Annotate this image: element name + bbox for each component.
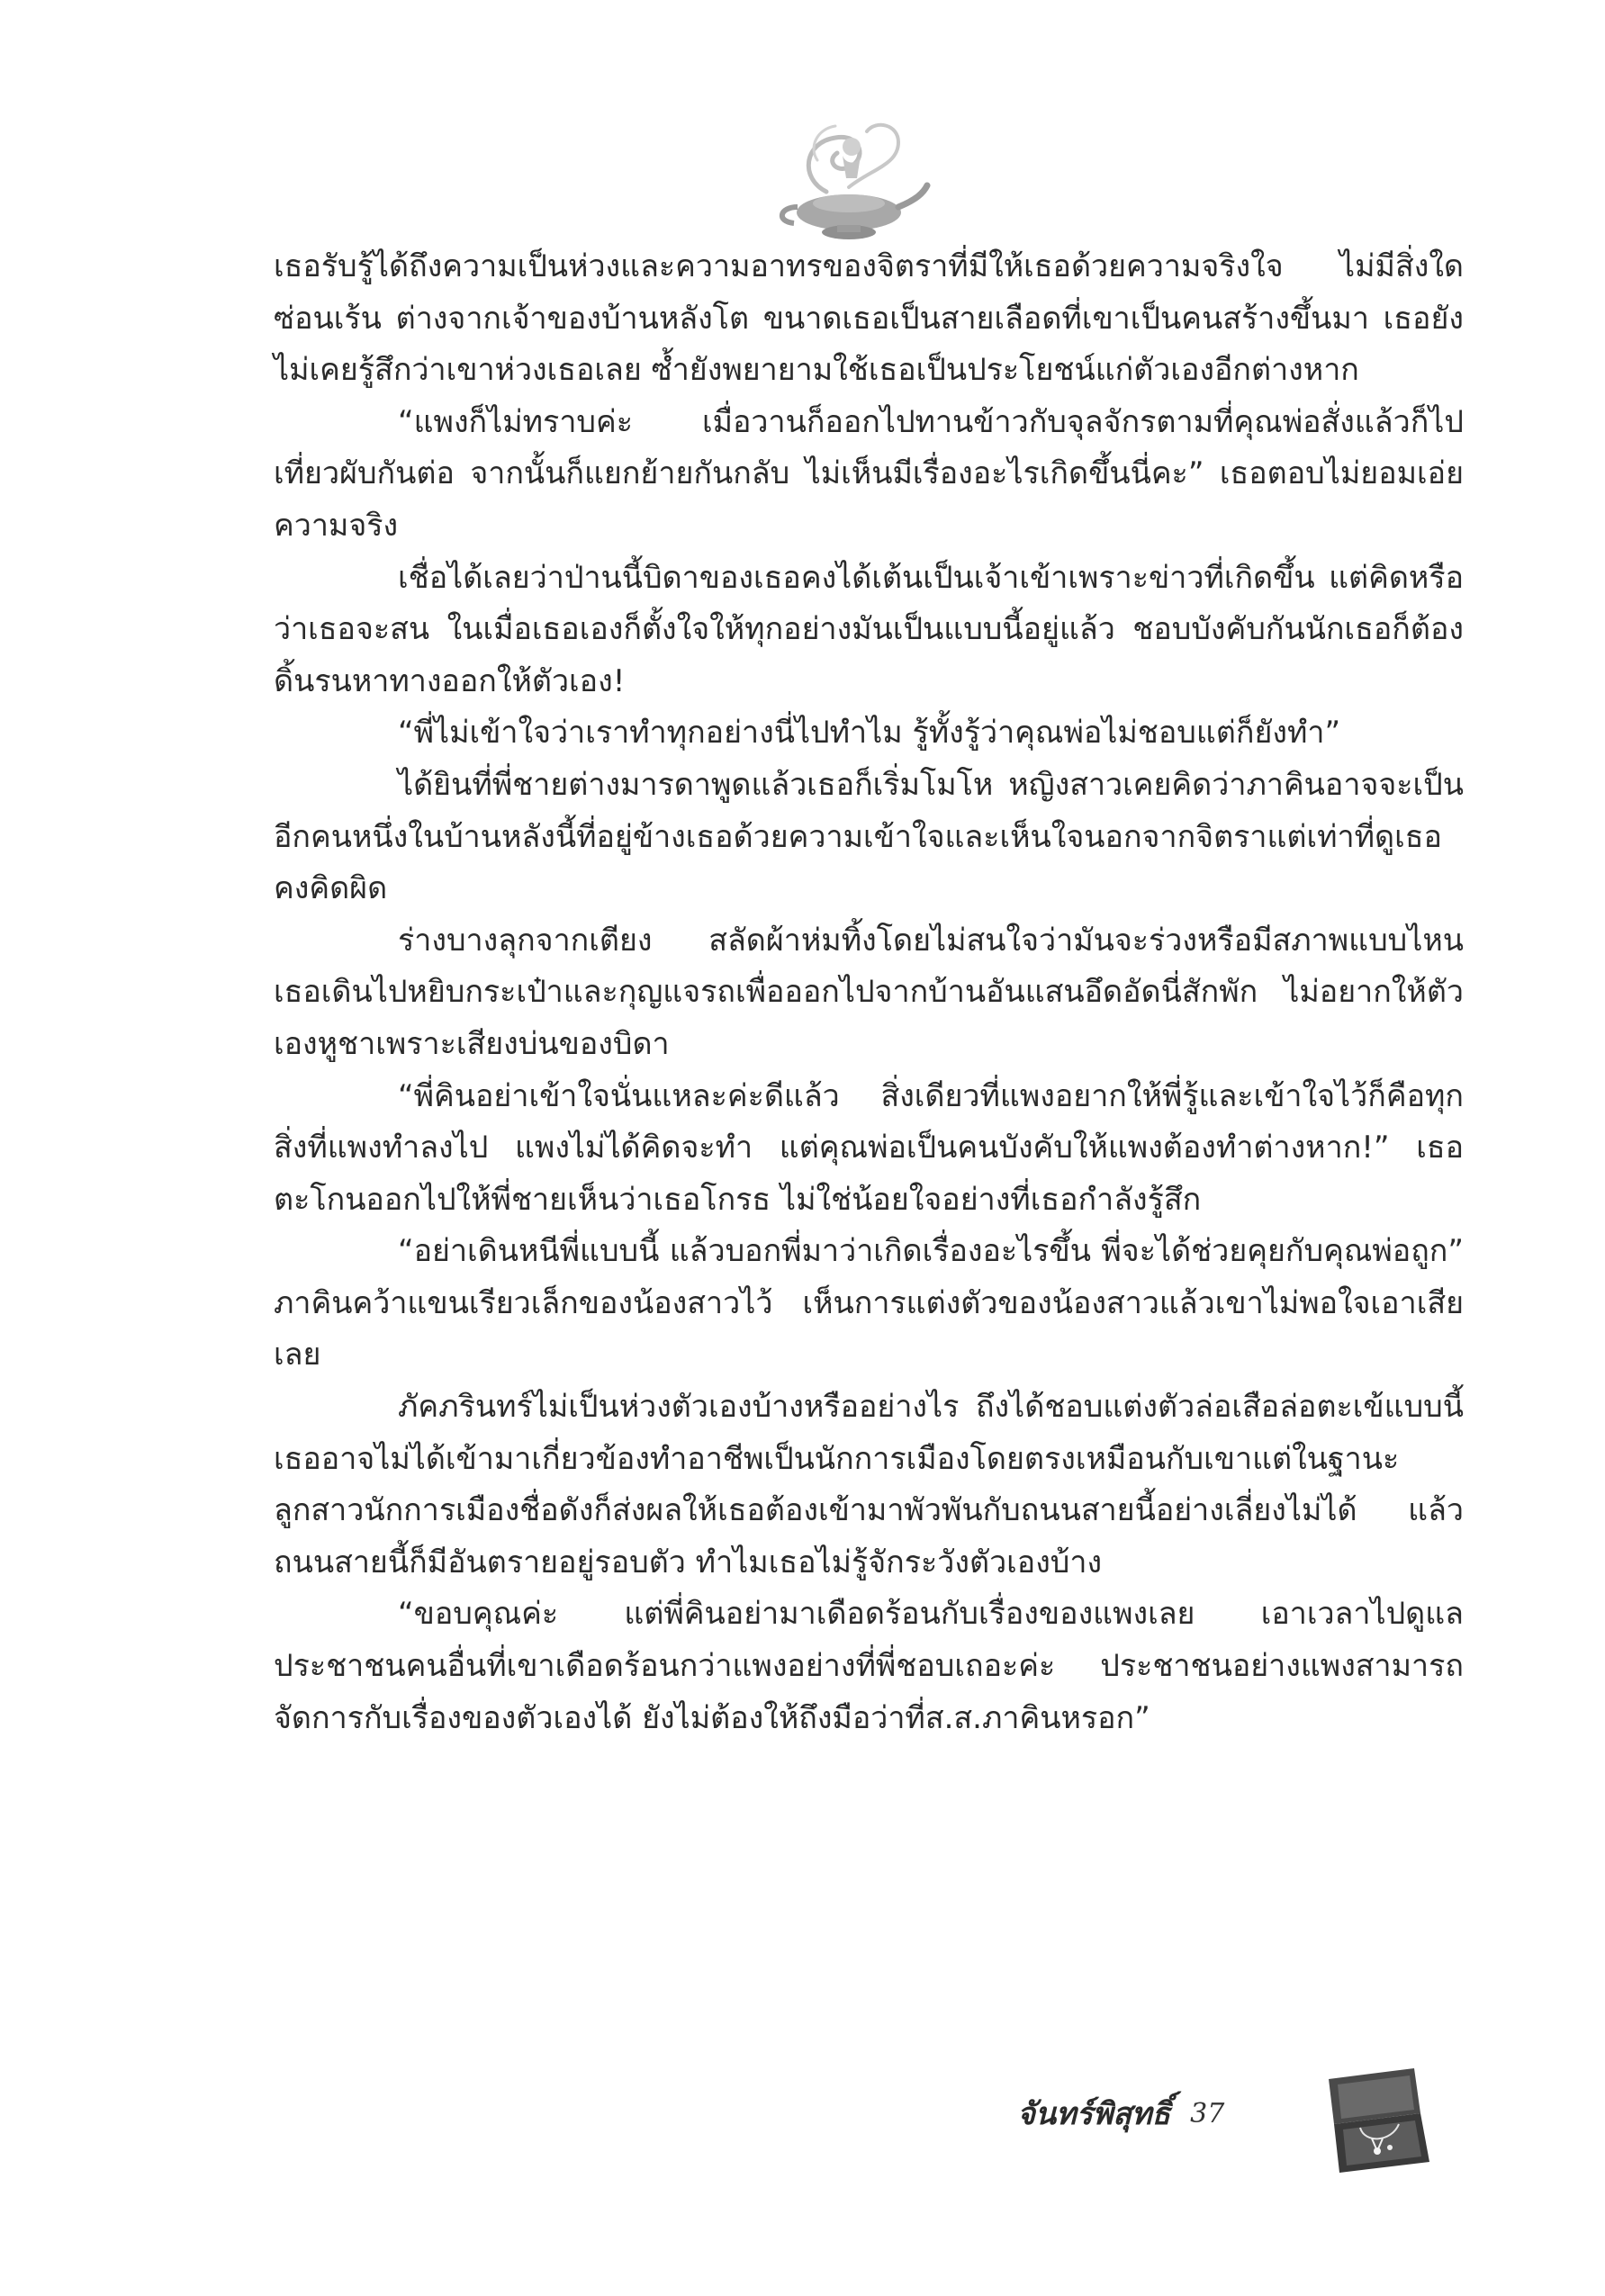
- jewelry-box-icon: [1320, 2061, 1437, 2178]
- paragraph: ร่างบางลุกจากเตียง สลัดผ้าห่มทิ้งโดยไม่สนใจว่ามันจะร่วงหรือมีสภาพแบบไหน เธอเดินไปหยิบกระเป๋าและกุญแจรถเพื่อออกไปจากบ้านอันแสนอึดอัดนี่สักพัก ไม่อยากให้ตัวเองหูชาเพราะเสียงบ่นของบิดา: [274, 922, 1464, 1062]
- book-title: จันทร์พิสุทธิ์: [1017, 2096, 1171, 2132]
- paragraph: “พี่ไม่เข้าใจว่าเราทำทุกอย่างนี่ไปทำไม รู้ทั้งรู้ว่าคุณพ่อไม่ชอบแต่ก็ยังทำ”: [398, 715, 1341, 752]
- paragraph: ได้ยินที่พี่ชายต่างมารดาพูดแล้วเธอก็เริ่มโมโห หญิงสาวเคยคิดว่าภาคินอาจจะเป็นอีกคนหนึ่งในบ้านหลังนี้ที่อยู่ข้างเธอด้วยความเข้าใจและเห็นใจนอกจากจิตราแต่เท่าที่ดูเธอคงคิดผิด: [274, 766, 1464, 907]
- paragraph: เธอรับรู้ได้ถึงความเป็นห่วงและความอาทรของจิตราที่มีให้เธอด้วยความจริงใจ ไม่มีสิ่งใดซ่อนเร้น ต่างจากเจ้าของบ้านหลังโต ขนาดเธอเป็นสายเลือดที่เขาเป็นคนสร้างขึ้นมา เธอยังไม่เคยรู้สึกว่าเขาห่วงเธอเลย ซ้ำยังพยายามใช้เธอเป็นประโยชน์แก่ตัวเองอีกต่างหาก: [274, 248, 1464, 389]
- paragraph: “อย่าเดินหนีพี่แบบนี้ แล้วบอกพี่มาว่าเกิดเรื่องอะไรขึ้น พี่จะได้ช่วยคุยกับคุณพ่อถูก” ภาคินคว้าแขนเรียวเล็กของน้องสาวไว้ เห็นการแต่งตัวของน้องสาวแล้วเขาไม่พอใจเอาเสียเลย: [274, 1233, 1464, 1373]
- paragraph: “ขอบคุณค่ะ แต่พี่คินอย่ามาเดือดร้อนกับเรื่องของแพงเลย เอาเวลาไปดูแลประชาชนคนอื่นที่เขาเดือดร้อนกว่าแพงอย่างที่พี่ชอบเถอะค่ะ ประชาชนอย่างแพงสามารถจัดการกับเรื่องของตัวเองได้ ยังไม่ต้องให้ถึงมือว่าที่ส.ส.ภาคินหรอก”: [274, 1596, 1464, 1736]
- paragraph: เชื่อได้เลยว่าป่านนี้บิดาของเธอคงได้เต้นเป็นเจ้าเข้าเพราะข่าวที่เกิดขึ้น แต่คิดหรือว่าเธอจะสน ในเมื่อเธอเองก็ตั้งใจให้ทุกอย่างมันเป็นแบบนี้อยู่แล้ว ชอบบังคับกันนักเธอก็ต้องดิ้นรนหาทางออกให้ตัวเอง!: [274, 559, 1464, 699]
- page-footer: [1017, 2086, 1224, 2140]
- body-text: [274, 241, 1464, 1744]
- paragraph: “แพงก็ไม่ทราบค่ะ เมื่อวานก็ออกไปทานข้าวกับจุลจักรตามที่คุณพ่อสั่งแล้วก็ไปเที่ยวผับกันต่อ จากนั้นก็แยกย้ายกันกลับ ไม่เห็นมีเรื่องอะไรเกิดขึ้นนี่คะ” เธอตอบไม่ยอมเอ่ยความจริง: [274, 403, 1464, 544]
- paragraph: ภัคภรินทร์ไม่เป็นห่วงตัวเองบ้างหรืออย่างไร ถึงได้ชอบแต่งตัวล่อเสือล่อตะเข้แบบนี้ เธออาจไม่ได้เข้ามาเกี่ยวข้องทำอาชีพเป็นนักการเมืองโดยตรงเหมือนกับเขาแต่ในฐานะลูกสาวนักการเมืองชื่อดังก็ส่งผลให้เธอต้องเข้ามาพัวพันกับถนนสายนี้อย่างเลี่ยงไม่ได้ แล้วถนนสายนี้ก็มีอันตรายอยู่รอบตัว ทำไมเธอไม่รู้จักระวังตัวเองบ้าง: [274, 1389, 1464, 1580]
- page-number: 37: [1190, 2097, 1225, 2129]
- paragraph: “พี่คินอย่าเข้าใจนั่นแหละค่ะดีแล้ว สิ่งเดียวที่แพงอยากให้พี่รู้และเข้าใจไว้ก็คือทุกสิ่งที่แพงทำลงไป แพงไม่ได้คิดจะทำ แต่คุณพ่อเป็นคนบังคับให้แพงต้องทำต่างหาก!” เธอตะโกนออกไปให้พี่ชายเห็นว่าเธอโกรธ ไม่ใช่น้อยใจอย่างที่เธอกำลังรู้สึก: [274, 1077, 1464, 1218]
- genie-lamp-icon: [763, 106, 934, 250]
